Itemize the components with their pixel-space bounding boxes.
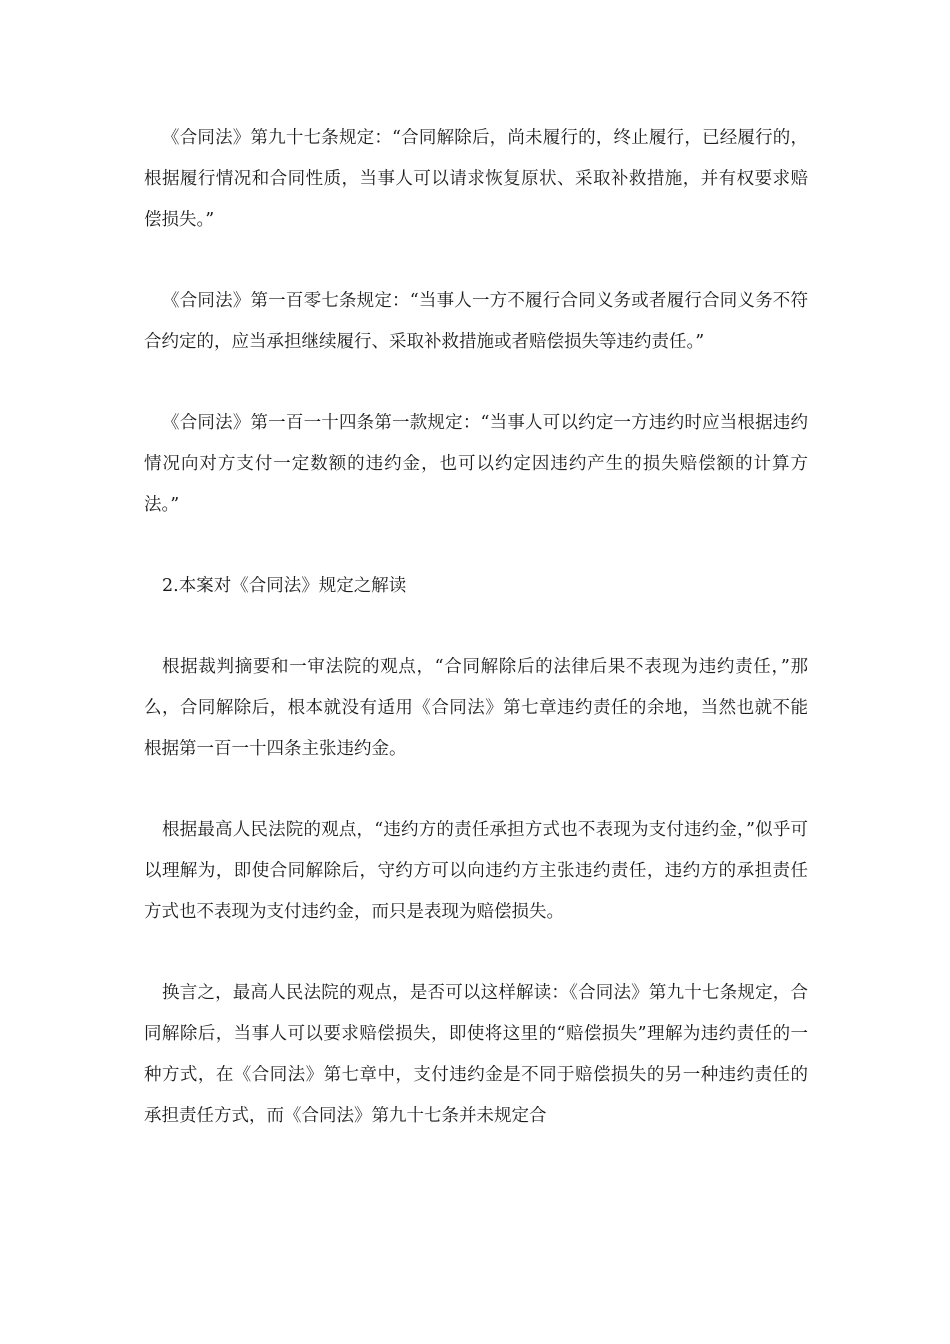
paragraph-article-107: 《合同法》第一百零七条规定：“当事人一方不履行合同义务或者履行合同义务不符合约定的，应当承担继续履行、采取补救措施或者赔偿损失等违约责任。” bbox=[144, 291, 808, 352]
section-heading: 2.本案对《合同法》规定之解读 bbox=[162, 576, 407, 596]
paragraph-supreme-court-view: 根据最高人民法院的观点，“违约方的责任承担方式也不表现为支付违约金，”似乎可以理解为，即使合同解除后，守约方可以向违约方主张违约责任，违约方的承担责任方式也不表现为支付违约金，而只是表现为赔偿损失。 bbox=[144, 820, 808, 922]
paragraph-interpretation: 换言之，最高人民法院的观点，是否可以这样解读：《合同法》第九十七条规定，合同解除后，当事人可以要求赔偿损失，即使将这里的“赔偿损失”理解为违约责任的一种方式，在《合同法》第七章中，支付违约金是不同于赔偿损失的另一种违约责任的承担责任方式，而《合同法》第九十七条并未规定合 bbox=[144, 983, 808, 1126]
document-body bbox=[144, 118, 808, 1137]
paragraph-first-instance-view: 根据裁判摘要和一审法院的观点，“合同解除后的法律后果不表现为违约责任，”那么，合同解除后，根本就没有适用《合同法》第七章违约责任的余地，当然也就不能根据第一百一十四条主张违约金。 bbox=[144, 657, 808, 759]
paragraph-article-114: 《合同法》第一百一十四条第一款规定：“当事人可以约定一方违约时应当根据违约情况向对方支付一定数额的违约金，也可以约定因违约产生的损失赔偿额的计算方法。” bbox=[144, 413, 808, 515]
paragraph-article-97: 《合同法》第九十七条规定：“合同解除后，尚未履行的，终止履行，已经履行的，根据履行情况和合同性质，当事人可以请求恢复原状、采取补救措施，并有权要求赔偿损失。” bbox=[144, 128, 808, 230]
